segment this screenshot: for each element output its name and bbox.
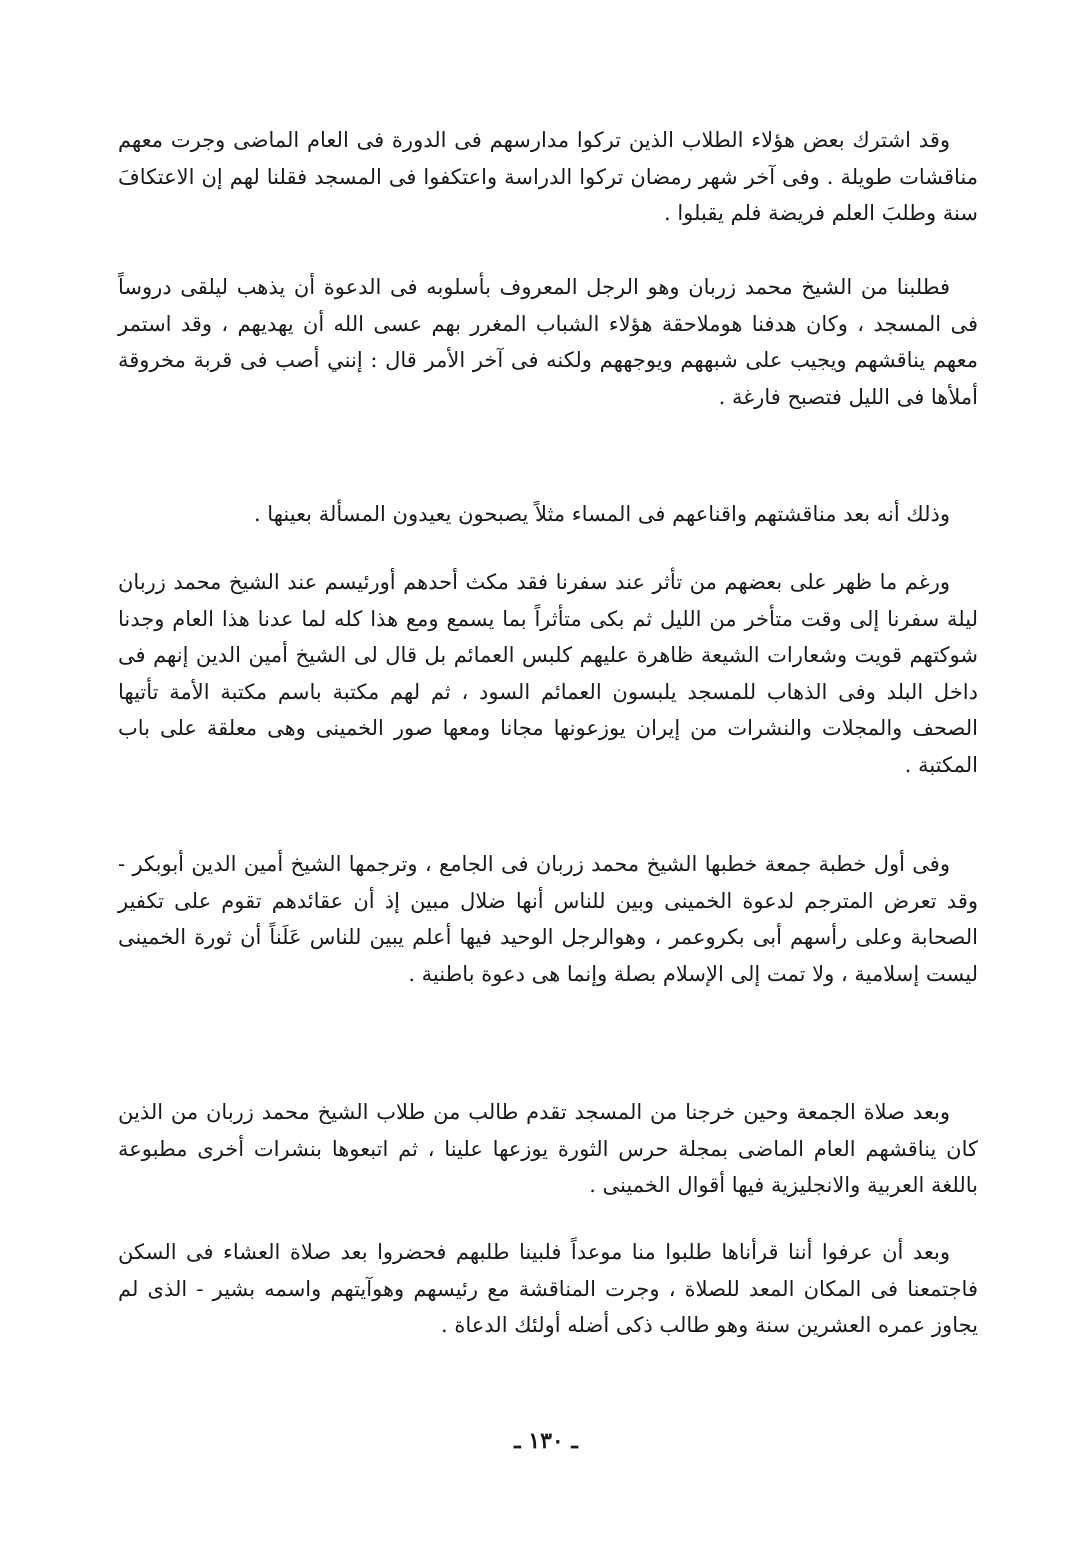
paragraph-6 (118, 1094, 978, 1204)
paragraph-text: وذلك أنه بعد مناقشتهم واقناعهم فى المساء مثلاً يصبحون يعيدون المسألة بعينها . (253, 502, 950, 526)
page-number: ـ ١٣٠ ـ (514, 1428, 578, 1454)
paragraph-text: وبعد أن عرفوا أننا قرأناها طلبوا منا موعداً فلبينا طلبهم فحضروا بعد صلاة العشاء فى السكن فاجتمعنا فى المكان المعد للصلاة ، وجرت المناقشة مع رئيسهم وهوآيتهم واسمه بشير - الذى لم يجاوز عمره العشرين سنة وهو طالب ذكى أضله أولئك الدعاة . (118, 1240, 978, 1337)
paragraph-4 (118, 564, 978, 783)
paragraph-1 (118, 122, 978, 232)
paragraph-5 (118, 846, 978, 992)
paragraph-3 (118, 496, 978, 533)
paragraph-text: ورغم ما ظهر على بعضهم من تأثر عند سفرنا فقد مكث أحدهم أورئيسم عند الشيخ محمد زربان ليلة سفرنا إلى وقت متأخر من الليل ثم بكى متأثراً بما يسمع ومع هذا كله لما عدنا هذا العام وجدنا شوكتهم قويت وشعارات الشيعة ظاهرة عليهم كلبس العمائم بل قال لى الشيخ أمين الدين إنهم فى داخل البلد وفى الذهاب للمسجد يلبسون العمائم السود ، ثم لهم مكتبة باسم مكتبة الأمة تأتيها الصحف والمجلات والنشرات من إيران يوزعونها مجانا ومعها صور الخمينى وهى معلقة على باب المكتبة . (118, 570, 978, 777)
paragraph-text: وفى أول خطبة جمعة خطبها الشيخ محمد زربان فى الجامع ، وترجمها الشيخ أمين الدين أبوبكر - وقد تعرض المترجم لدعوة الخمينى وبين للناس أنها ضلال مبين إذ أن عقائدهم تقوم على تكفير الصحابة وعلى رأسهم أبى بكروعمر ، وهوالرجل الوحيد فيها أعلم يبين للناس عَلَناً أن ثورة الخمينى ليست إسلامية ، ولا تمت إلى الإسلام بصلة وإنما هى دعوة باطنية . (118, 852, 978, 986)
paragraph-2 (118, 269, 978, 415)
paragraph-7 (118, 1234, 978, 1344)
paragraph-text: فطلبنا من الشيخ محمد زربان وهو الرجل المعروف بأسلوبه فى الدعوة أن يذهب ليلقى دروساً فى المسجد ، وكان هدفنا هوملاحقة هؤلاء الشباب المغرر بهم عسى الله أن يهديهم ، وقد استمر معهم يناقشهم ويجيب على شبههم ويوجههم ولكنه فى آخر الأمر قال : إنني أصب فى قربة مخروقة أملأها فى الليل فتصبح فارغة . (118, 275, 978, 409)
paragraph-text: وبعد صلاة الجمعة وحين خرجنا من المسجد تقدم طالب من طلاب الشيخ محمد زربان من الذين كان يناقشهم العام الماضى بمجلة حرس الثورة يوزعها علينا ، ثم اتبعوها بنشرات أخرى مطبوعة باللغة العربية والانجليزية فيها أقوال الخمينى . (118, 1100, 978, 1197)
paragraph-text: وقد اشترك بعض هؤلاء الطلاب الذين تركوا مدارسهم فى الدورة فى العام الماضى وجرت معهم مناقشات طويلة . وفى آخر شهر رمضان تركوا الدراسة واعتكفوا فى المسجد فقلنا لهم إن الاعتكافَ سنة وطلبَ العلم فريضة فلم يقبلوا . (118, 128, 978, 225)
